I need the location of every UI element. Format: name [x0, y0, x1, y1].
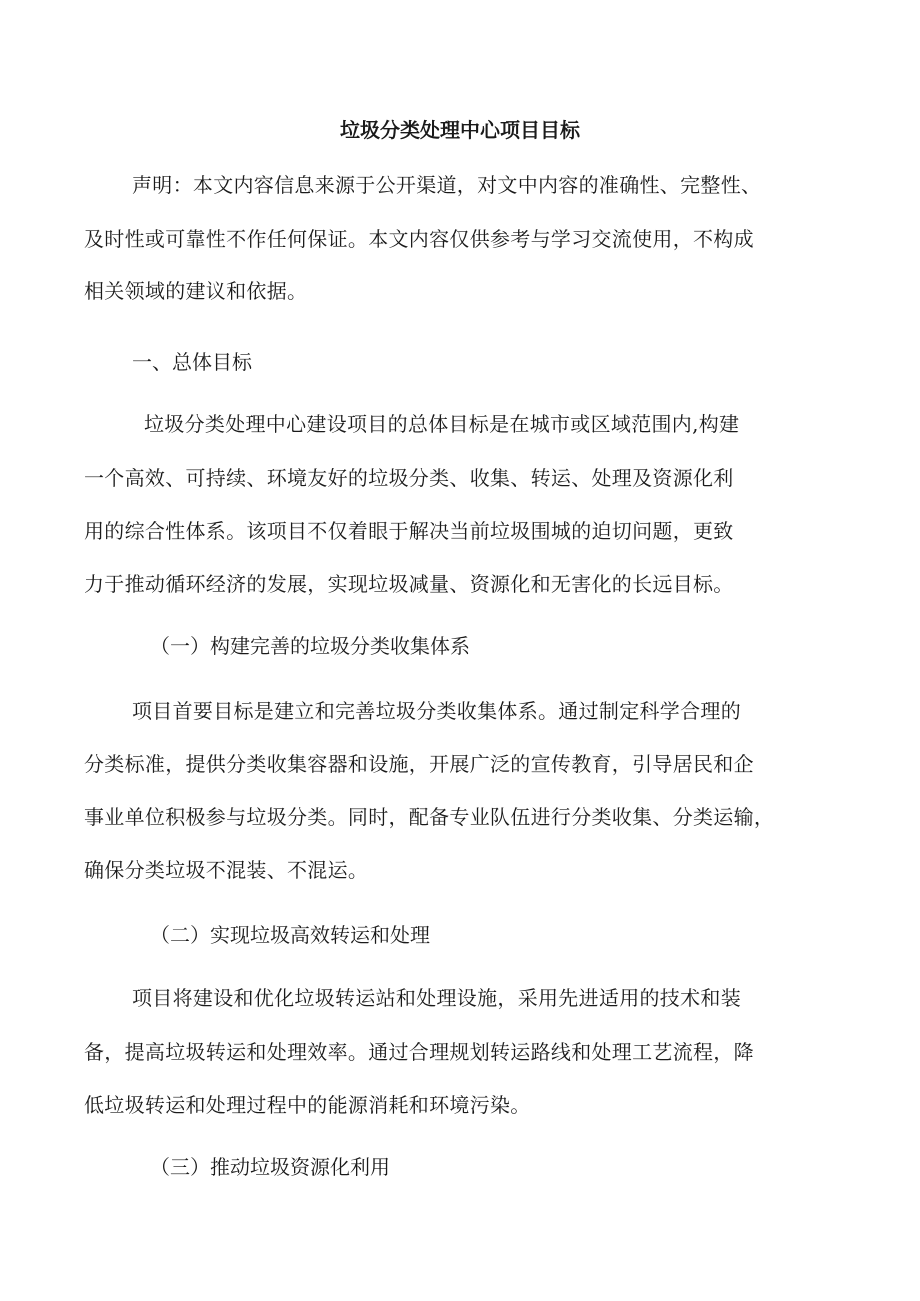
section1-line-1: 垃圾分类处理中心建设项目的总体目标是在城市或区域范围内,构建 [144, 412, 740, 436]
subsection-heading-3: （三）推动垃圾资源化利用 [150, 1155, 390, 1179]
section1-line-2: 一个高效、可持续、环境友好的垃圾分类、收集、转运、处理及资源化利 [84, 466, 734, 490]
disclaimer-line-1: 声明：本文内容信息来源于公开渠道，对文中内容的准确性、完整性、 [132, 173, 762, 197]
sub1-line-4: 确保分类垃圾不混装、不混运。 [84, 858, 369, 882]
section-heading-overall-goal: 一、总体目标 [132, 350, 252, 374]
sub1-line-2: 分类标准，提供分类收集容器和设施，开展广泛的宣传教育，引导居民和企 [84, 752, 754, 776]
sub2-line-1: 项目将建设和优化垃圾转运站和处理设施，采用先进适用的技术和装 [132, 986, 741, 1010]
disclaimer-line-3: 相关领域的建议和依据。 [84, 279, 308, 303]
sub1-line-3: 事业单位积极参与垃圾分类。同时，配备专业队伍进行分类收集、分类运输， [84, 805, 775, 829]
document-title: 垃圾分类处理中心项目目标 [340, 118, 580, 142]
disclaimer-line-2: 及时性或可靠性不作任何保证。本文内容仅供参考与学习交流使用，不构成 [84, 227, 754, 251]
subsection-heading-2: （二）实现垃圾高效转运和处理 [150, 923, 430, 947]
subsection-heading-1: （一）构建完善的垃圾分类收集体系 [150, 634, 470, 658]
section1-line-3: 用的综合性体系。该项目不仅着眼于解决当前垃圾围城的迫切问题，更致 [84, 519, 734, 543]
sub1-line-1: 项目首要目标是建立和完善垃圾分类收集体系。通过制定科学合理的 [132, 699, 741, 723]
sub2-line-3: 低垃圾转运和处理过程中的能源消耗和环境污染。 [84, 1093, 531, 1117]
section1-line-4: 力于推动循环经济的发展，实现垃圾减量、资源化和无害化的长远目标。 [84, 572, 734, 596]
sub2-line-2: 备，提高垃圾转运和处理效率。通过合理规划转运路线和处理工艺流程，降 [84, 1040, 754, 1064]
